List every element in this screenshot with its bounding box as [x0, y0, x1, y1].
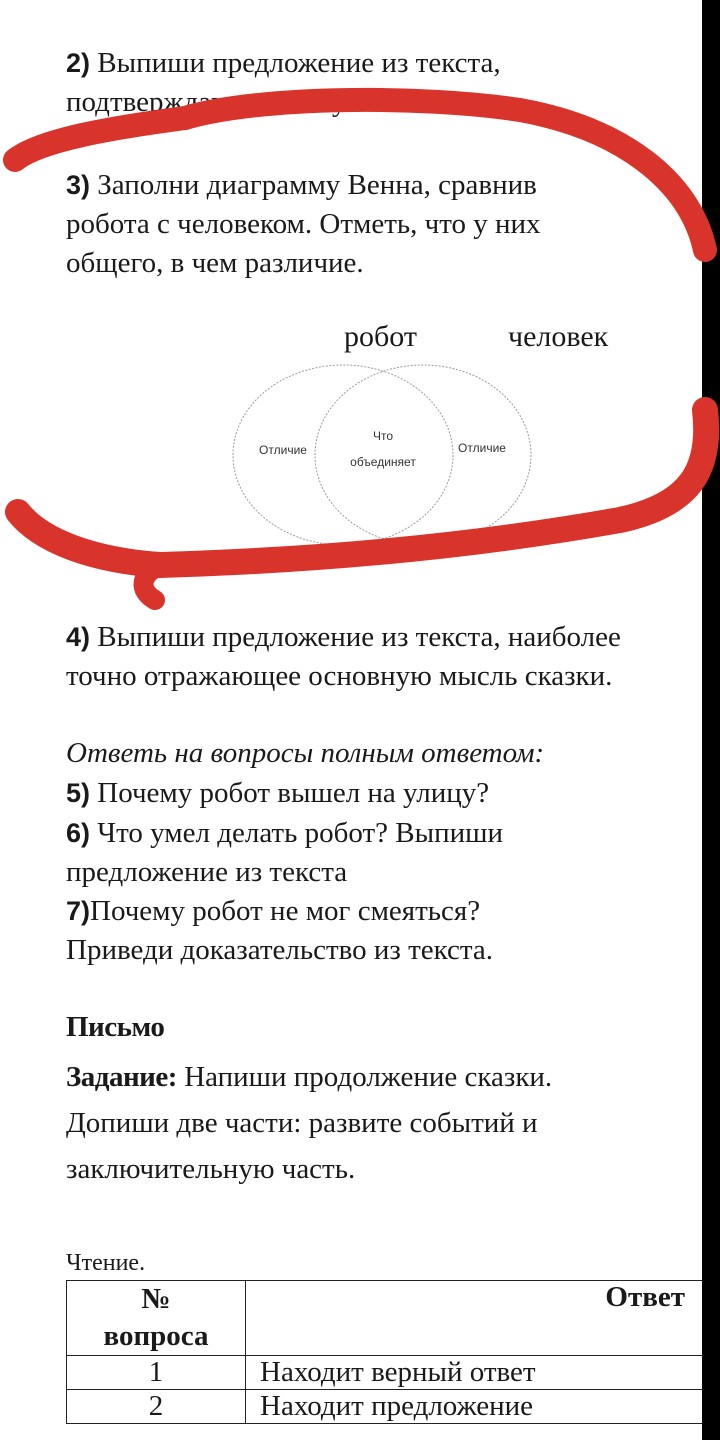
venn-circle-right	[315, 365, 531, 545]
question-7-number: 7)	[66, 896, 91, 926]
venn-label-human: человек	[508, 320, 609, 353]
question-5-number: 5)	[66, 778, 91, 808]
instruction-text: Ответь на вопросы полным ответом:	[66, 737, 545, 769]
row-answer: Находит предложение	[246, 1390, 703, 1424]
header-answer: Ответ	[246, 1281, 703, 1356]
question-3-text: Заполни диаграмму Венна, сравнив робота с человеком. Отметь, что у них общего, в чем различие.	[66, 169, 541, 279]
venn-center-line1: Что	[372, 429, 394, 443]
writing-heading: Письмо	[66, 1011, 165, 1043]
question-6-text: Что умел делать робот? Выпиши предложение из текста	[66, 817, 503, 888]
question-7-text: Почему робот не мог смеяться? Приведи доказательство из текста.	[66, 895, 494, 966]
question-5	[66, 774, 489, 813]
venn-left-region: Отличие	[259, 443, 307, 457]
venn-label-robot: робот	[344, 320, 417, 353]
reading-caption: Чтение.	[66, 1250, 146, 1276]
question-6-number: 6)	[66, 818, 91, 848]
writing-task-label: Задание:	[66, 1061, 177, 1093]
row-answer: Находит верный ответ	[246, 1356, 703, 1390]
question-2	[66, 44, 501, 122]
table-row	[67, 1390, 703, 1424]
row-number: 1	[67, 1356, 246, 1390]
header-num-line1: №	[141, 1283, 171, 1315]
writing-task-text: Напиши продолжение сказки. Допиши две части: развите событий и заключительную часть.	[66, 1061, 553, 1185]
writing-task	[66, 1054, 636, 1192]
question-3	[66, 166, 626, 283]
question-2-line1: Выпиши предложение из текста,	[97, 47, 501, 79]
row-number: 2	[67, 1390, 246, 1424]
question-2-line2: подтверждающее тему текста.	[66, 86, 439, 118]
venn-diagram	[228, 360, 548, 560]
question-4-text: Выпиши предложение из текста, наиболее точно отражающее основную мысль сказки.	[66, 621, 621, 692]
table-header-row	[67, 1281, 703, 1356]
header-question-number	[67, 1281, 246, 1356]
venn-center-line2: объединяет	[350, 455, 416, 469]
question-5-text: Почему робот вышел на улицу?	[97, 777, 490, 809]
question-4	[66, 618, 646, 696]
reading-score-table	[66, 1280, 702, 1424]
question-7	[66, 892, 586, 970]
question-2-number: 2)	[66, 48, 91, 78]
venn-right-region: Отличие	[458, 441, 506, 455]
question-3-number: 3)	[66, 170, 91, 200]
question-4-number: 4)	[66, 622, 91, 652]
header-num-line2: вопроса	[103, 1320, 209, 1352]
question-6	[66, 814, 586, 892]
table-row	[67, 1356, 703, 1390]
